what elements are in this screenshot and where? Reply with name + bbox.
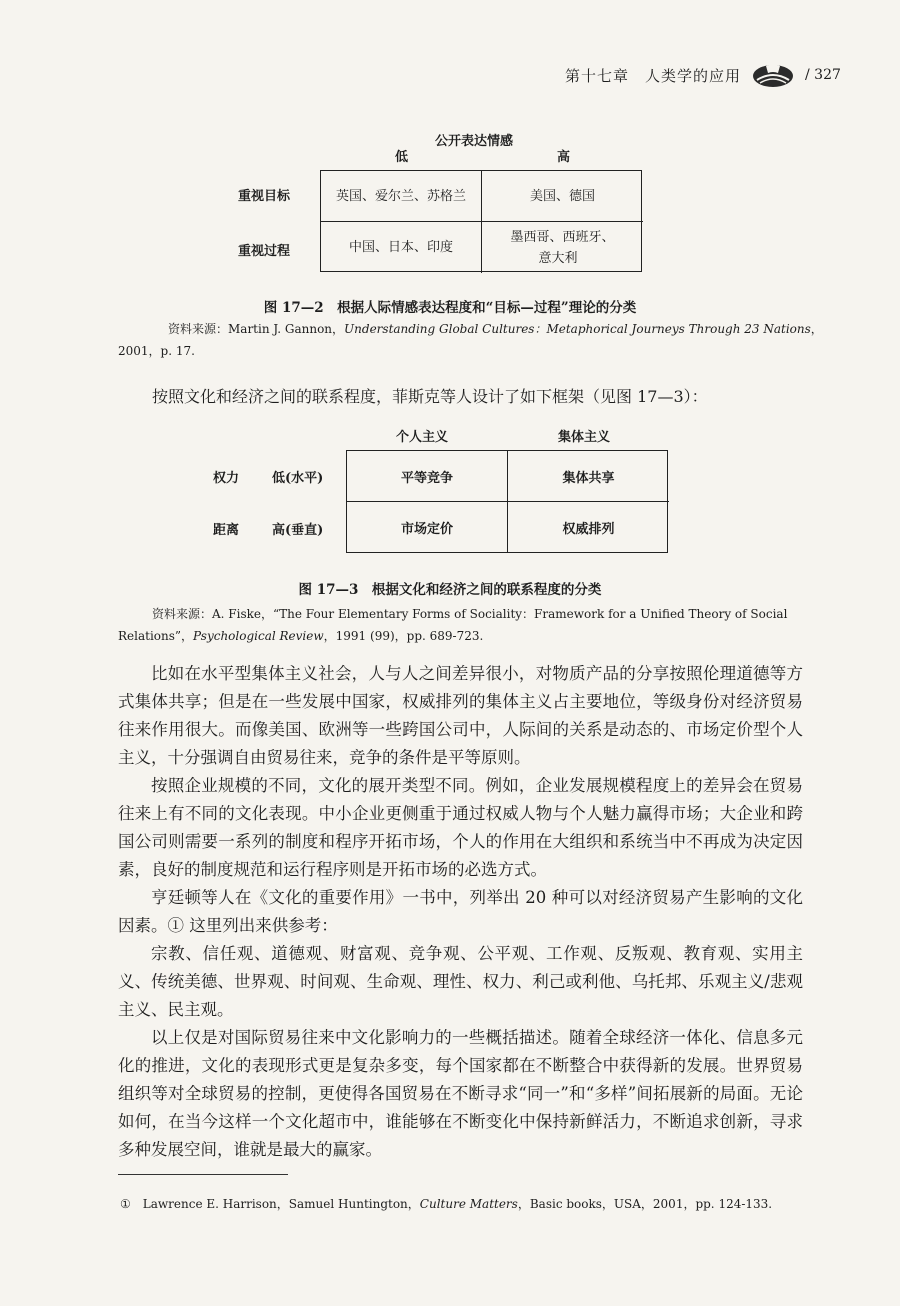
column-label-collectivism: 集体主义	[558, 430, 611, 445]
paragraph: 亨廷顿等人在《文化的重要作用》一书中，列举出 20 种可以对经济贸易产生影响的文化因素。① 这里列出来供参考：	[118, 888, 803, 935]
matrix-grid	[346, 450, 668, 553]
paragraph: 宗教、信任观、道德观、财富观、竞争观、公平观、工作观、反叛观、教育观、实用主义、传统美德、世界观、时间观、生命观、理性、权力、利己或利他、乌托邦、乐观主义/悲观主义、民主观。	[118, 944, 803, 1019]
figure-17-2	[230, 130, 650, 280]
paragraph: 按照企业规模的不同，文化的展开类型不同。例如，企业发展规模程度上的差异会在贸易往来上有不同的文化表现。中小企业更侧重于通过权威人物与个人魅力赢得市场；大企业和跨国公司则需要一系列的制度和程序开拓市场，个人的作用在大组织和系统当中不再成为决定因素，良好的制度规范和运行程序则是开拓市场的必选方式。	[118, 776, 803, 879]
source-suffix: ，1991 (99)，pp. 689-723.	[323, 629, 484, 643]
figure-source-line2	[118, 625, 483, 647]
paragraph: 以上仅是对国际贸易往来中文化影响力的一些概括描述。随着全球经济一体化、信息多元化的推进，文化的表现形式更是复杂多变，每个国家都在不断整合中获得新的发展。世界贸易组织等对全球贸易的控制，更使得各国贸易在不断寻求“同一”和“多样”间拓展新的局面。无论如何，在当今这样一个文化超市中，谁能够在不断变化中保持新鲜活力，不断追求创新，寻求多种发展空间，谁就是最大的赢家。	[118, 1028, 803, 1159]
body-text	[118, 660, 803, 1164]
side-label-high: 高(垂直)	[272, 523, 324, 538]
figure-caption: 图 17—3 根据文化和经济之间的联系程度的分类	[298, 582, 602, 598]
paragraph: 比如在水平型集体主义社会，人与人之间差异很小，对物质产品的分享按照伦理道德等方式集体共享；但是在一些发展中国家，权威排列的集体主义占主要地位，等级身份对经济贸易往来作用很大。而像美国、欧洲等一些跨国公司中，人际间的关系是动态的、市场定价型个人主义，十分强调自由贸易往来，竞争的条件是平等原则。	[118, 664, 803, 767]
footnote-title: Culture Matters	[419, 1197, 518, 1211]
figure-source: 资料来源：A. Fiske，“The Four Elementary Forms of Sociality：Framework for a Unified Theory of Social	[152, 607, 788, 621]
figure-source	[168, 318, 823, 340]
running-header	[565, 60, 841, 90]
footnote-prefix: ① Lawrence E. Harrison，Samuel Huntington，	[120, 1197, 420, 1211]
source-prefix: Relations”，	[118, 629, 194, 643]
matrix-cell: 市场定价	[347, 502, 508, 553]
column-label-high: 高	[557, 150, 571, 165]
column-label-low: 低	[395, 150, 409, 165]
cell-line: 墨西哥、西班牙、	[510, 229, 615, 245]
axis-label-emotion: 公开表达情感	[435, 134, 514, 149]
row-label-goal: 重视目标	[238, 189, 291, 204]
source-suffix: ，	[810, 322, 823, 336]
side-label-low: 低(水平)	[272, 471, 324, 486]
matrix-cell: 美国、德国	[482, 171, 643, 222]
source-journal: Psychological Review	[193, 629, 324, 643]
matrix-cell: 英国、爱尔兰、苏格兰	[321, 171, 482, 222]
figure-17-3	[200, 420, 680, 560]
row-label-process: 重视过程	[238, 244, 291, 259]
intro-sentence: 按照文化和经济之间的联系程度，菲斯克等人设计了如下框架（见图 17—3）：	[152, 387, 708, 406]
column-label-individualism: 个人主义	[396, 430, 449, 445]
footnote-suffix: ，Basic books，USA，2001，pp. 124-133.	[517, 1197, 773, 1211]
figure-caption: 图 17—2 根据人际情感表达程度和“目标—过程”理论的分类	[263, 300, 637, 316]
side-label-distance: 距离	[213, 523, 240, 538]
page-number: / 327	[805, 67, 841, 83]
book-logo-icon	[751, 62, 795, 88]
source-prefix: 资料来源：Martin J. Gannon，	[168, 322, 345, 336]
matrix-cell: 平等竞争	[347, 451, 508, 502]
figure-source-line2: 2001，p. 17.	[118, 344, 195, 358]
matrix-cell: 中国、日本、印度	[321, 222, 482, 273]
matrix-cell	[482, 222, 643, 273]
matrix-cell: 权威排列	[562, 522, 615, 537]
footnote	[120, 1195, 772, 1212]
footnote-divider	[118, 1174, 288, 1175]
cell-line: 意大利	[538, 250, 578, 266]
matrix-grid	[320, 170, 642, 272]
matrix-cell: 集体共享	[508, 451, 669, 502]
source-title: Understanding Global Cultures：Metaphorical Journeys Through 23 Nations	[344, 322, 811, 336]
chapter-title: 第十七章 人类学的应用	[565, 66, 742, 85]
side-label-power: 权力	[213, 471, 240, 486]
